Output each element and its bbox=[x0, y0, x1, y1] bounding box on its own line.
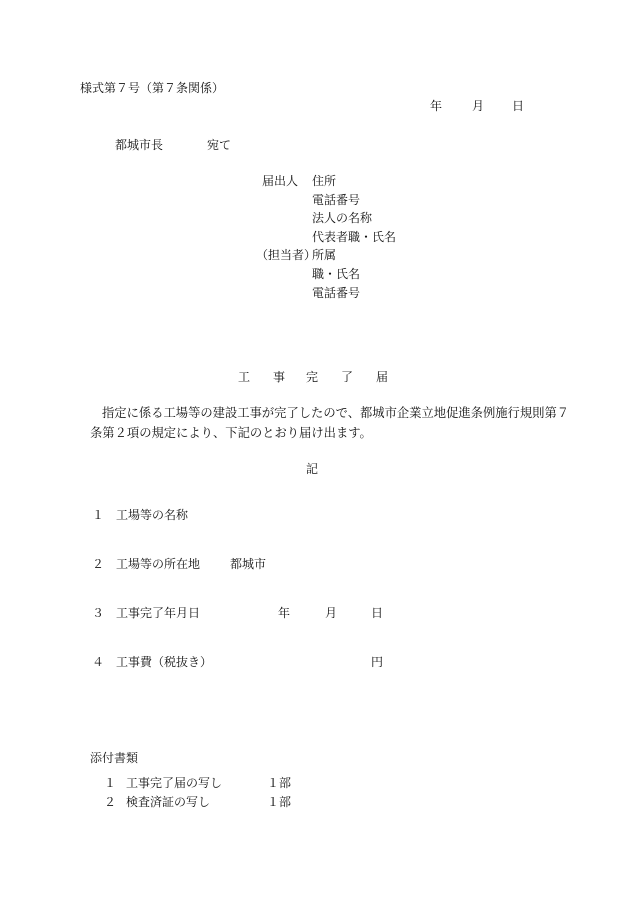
contact-person-label: （担当者） bbox=[256, 248, 317, 262]
item-3-label: 工事完了年月日 bbox=[116, 606, 201, 620]
applicant-label: 届出人 bbox=[262, 174, 299, 188]
item-4-unit: 円 bbox=[371, 655, 384, 669]
date-day-label: 日 bbox=[512, 99, 525, 113]
item-3-number: ３ bbox=[92, 606, 105, 620]
attachment-1-number: １ bbox=[104, 776, 117, 790]
applicant-corp-name-label: 法人の名称 bbox=[312, 211, 373, 225]
item-2-value: 都城市 bbox=[230, 557, 267, 571]
title-char: 工 bbox=[238, 370, 251, 384]
item-3-year-label: 年 bbox=[278, 606, 291, 620]
ki-heading: 記 bbox=[306, 462, 319, 476]
body-text-line-1: 指定に係る工場等の建設工事が完了したので、都城市企業立地促進条例施行規則第７ bbox=[102, 406, 570, 420]
item-1-label: 工場等の名称 bbox=[116, 508, 189, 522]
item-1-number: １ bbox=[92, 508, 105, 522]
attachment-2-qty: １部 bbox=[267, 795, 292, 809]
item-2-label: 工場等の所在地 bbox=[116, 557, 201, 571]
contact-phone-label: 電話番号 bbox=[312, 286, 361, 300]
form-number: 様式第７号（第７条関係） bbox=[80, 81, 225, 95]
title-char: 届 bbox=[376, 370, 389, 384]
attachment-2-name: 検査済証の写し bbox=[126, 795, 211, 809]
title-char: 完 bbox=[306, 370, 319, 384]
attachments-heading: 添付書類 bbox=[90, 751, 139, 765]
item-4-label: 工事費（税抜き） bbox=[116, 655, 213, 669]
date-year-label: 年 bbox=[430, 99, 443, 113]
item-3-day-label: 日 bbox=[371, 606, 384, 620]
addressee-suffix: 宛て bbox=[207, 138, 232, 152]
attachment-1-name: 工事完了届の写し bbox=[126, 776, 223, 790]
applicant-representative-label: 代表者職・氏名 bbox=[312, 230, 397, 244]
applicant-phone-label: 電話番号 bbox=[312, 193, 361, 207]
body-text-line-2: 条第２項の規定により、下記のとおり届け出ます。 bbox=[90, 426, 372, 440]
date-month-label: 月 bbox=[472, 99, 485, 113]
attachment-1-qty: １部 bbox=[267, 776, 292, 790]
title-char: 事 bbox=[273, 370, 286, 384]
contact-title-name-label: 職・氏名 bbox=[312, 267, 361, 281]
item-4-number: ４ bbox=[92, 655, 105, 669]
addressee-name: 都城市長 bbox=[115, 138, 164, 152]
attachment-2-number: ２ bbox=[104, 795, 117, 809]
title-char: 了 bbox=[341, 370, 354, 384]
contact-dept-label: 所属 bbox=[312, 248, 337, 262]
item-3-month-label: 月 bbox=[325, 606, 338, 620]
item-2-number: ２ bbox=[92, 557, 105, 571]
applicant-address-label: 住所 bbox=[312, 174, 337, 188]
